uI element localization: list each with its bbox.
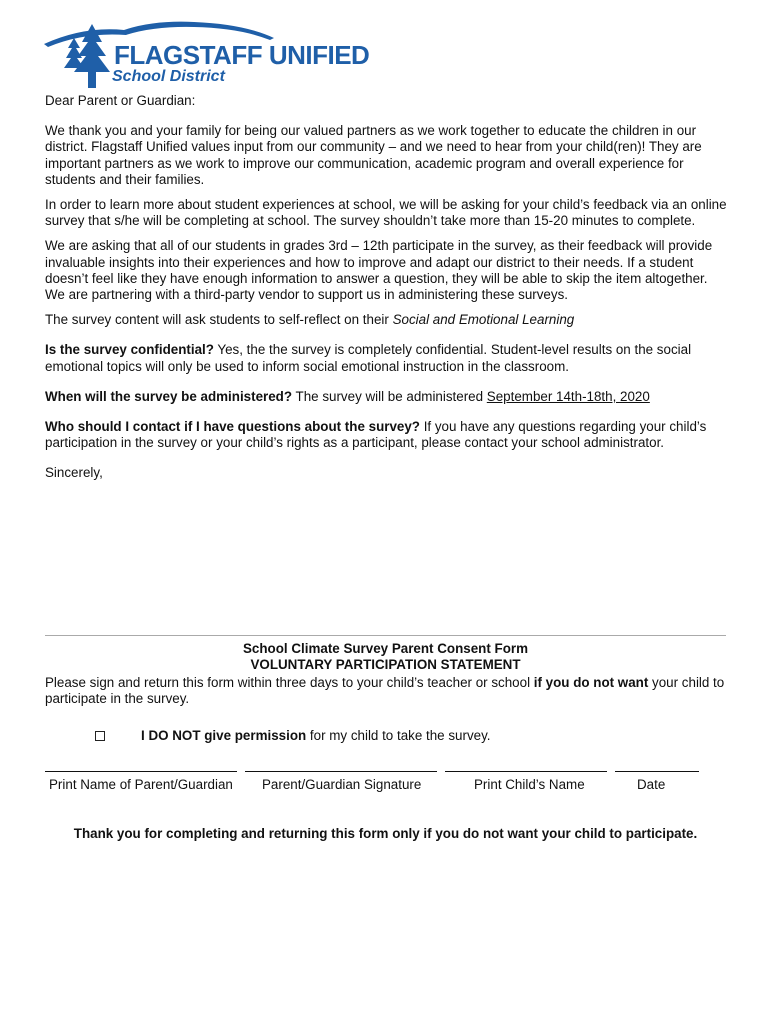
parent-name-line[interactable] (45, 771, 237, 772)
greeting: Dear Parent or Guardian: (45, 93, 196, 108)
closing-note: Thank you for completing and returning this form only if you do not want your child to participate. (73, 826, 698, 841)
answer-text: Yes, the the survey is completely confidential. Student-level results on the social emotional topics will only be used to inform social emotional instruction in the classroom. (45, 342, 692, 374)
question-contact (45, 419, 730, 451)
permission-option[interactable] (95, 728, 491, 744)
instructions-tail: your child to participate in the survey. (45, 675, 725, 706)
date-label: Date (637, 777, 666, 792)
form-subtitle: VOLUNTARY PARTICIPATION STATEMENT (250, 657, 521, 672)
parent-signature-label: Parent/Guardian Signature (262, 777, 422, 792)
logo-subtitle: School District (112, 68, 225, 85)
logo-title: FLAGSTAFF UNIFIED (114, 40, 370, 70)
paragraph-survey-intro: In order to learn more about student experiences at school, we will be asking for your child’s feedback via an online survey that s/he will be completing at school. The survey shouldn’t take more than 15-20 minutes to complete. (45, 197, 727, 229)
question-label: Is the survey confidential? (45, 342, 214, 358)
answer-text: If you have any questions regarding your child’s participation in the survey or your child’s rights as a participant, please contact your school administrator. (45, 419, 707, 451)
paragraph-content (45, 312, 730, 328)
question-confidential (45, 342, 730, 374)
instructions-emphasis: if you do not want (533, 675, 649, 690)
question-label: When will the survey be administered? (45, 388, 293, 404)
survey-dates: September 14th-18th, 2020 (486, 388, 650, 404)
signature-block (45, 759, 726, 799)
form-title: School Climate Survey Parent Consent Form (243, 641, 528, 656)
signoff: Sincerely, (45, 465, 103, 481)
parent-name-label: Print Name of Parent/Guardian (49, 777, 233, 792)
date-line[interactable] (615, 771, 699, 772)
parent-signature-line[interactable] (245, 771, 437, 772)
question-label: Who should I contact if I have questions about the survey? (45, 419, 420, 435)
form-instructions (45, 675, 726, 707)
content-topic: Social and Emotional Learning (392, 312, 575, 328)
permission-bold: I DO NOT give permission (141, 728, 307, 743)
child-name-label: Print Child’s Name (474, 777, 585, 792)
permission-text: for my child to take the survey. (306, 728, 491, 743)
divider (45, 635, 726, 636)
letter-body (45, 93, 730, 491)
district-logo (44, 16, 370, 92)
instructions-text: Please sign and return this form within three days to your child’s teacher or school (45, 675, 534, 690)
question-when (45, 389, 730, 405)
paragraph-thanks: We thank you and your family for being our valued partners as we work together to educate the children in our district. Flagstaff Unified values input from our community – and we need to hear from your child(ren)! They are important partners as we work to improve our communication, academic program and overall experience for students and their families. (45, 123, 702, 187)
paragraph-grades: We are asking that all of our students in grades 3rd – 12th participate in the survey, as their feedback will provide invaluable insights into their experiences and how to improve and adapt our district to their needs. If a student doesn’t feel like they have enough information to answer a question, they will be able to skip the item altogether. We are partnering with a third-party vendor to support us in administering these surveys. (45, 238, 713, 303)
permission-checkbox[interactable] (95, 731, 105, 741)
child-name-line[interactable] (445, 771, 607, 772)
answer-text: The survey will be administered (292, 388, 487, 404)
content-text: The survey content will ask students to self-reflect on their (45, 312, 393, 328)
consent-form (45, 641, 726, 792)
